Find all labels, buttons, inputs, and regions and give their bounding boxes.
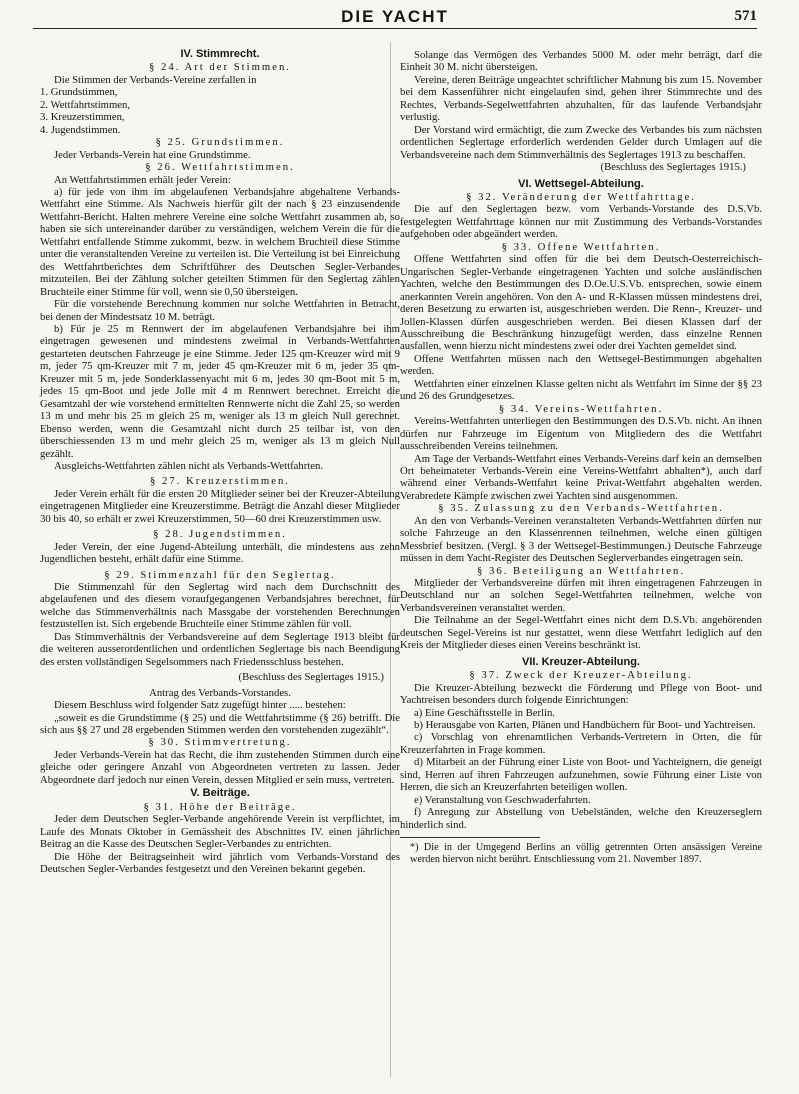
text-26e: Ausgleichs-Wettfahrten zählen nicht als Verbands-Wettfahrten. (54, 459, 324, 472)
text-24: Die Stimmen der Verbands-Vereine zerfallen in (54, 73, 257, 86)
list-item: 2. Wettfahrtstimmen, (40, 98, 131, 111)
section-heading-v: V. Beiträge. (190, 787, 250, 800)
paragraph-heading-26: § 26. Wettfahrtstimmen. (145, 161, 295, 174)
text-35: An den von Verbands-Vereinen veranstalteten Verbands-Wettfahrten dürfen nur solche Fahrzeuge an den Klassenrennen teilnehmen, welche einen gültigen Messbrief besitzen. (Vergl. § 3 der Wettsegel-Bestimmungen.) Deutsche Fahrzeuge müssen in dem Yacht-Register des Deutschen Seglerverbandes eingetragen sein. (400, 514, 762, 565)
text-26a: An Wettfahrtstimmen erhält jeder Verein: (54, 173, 231, 186)
text-28: Jeder Verein, der eine Jugend-Abteilung unterhält, die mindestens aus zehn Jugendlichen besteht, erhält dafür eine Stimme. (40, 540, 400, 566)
list-item: 4. Jugendstimmen. (40, 123, 121, 136)
running-title: DIE YACHT (341, 7, 449, 26)
text-26c: Für die vorstehende Berechnung kommen nur solche Wettfahrten in Betracht, bei denen der Mindestsatz 10 M. beträgt. (40, 298, 400, 323)
text-26d: b) Für je 25 m Rennwert der im abgelaufenen Verbandsjahre bei ihm eingetragen gewesenen und mindestens zweimal in Verbands-Wettfahrten gestarteten deutschen Fahrzeuge je eine Stimme. Jeder 125 qm-Kreuzer wird mit 9 m, jeder 75 qm-Kreuzer mit 7 m, jeder 45 qm-Kreuzer mit 6 m, jeder 35 qm-Kreuzer mit 5 m, jede Sonderklassenyacht mit 6 m, jedes 30 qm-Boot mit 5 m, jedes 15 qm-Boot und jede Jolle mit 4 m Rennwert berechnet. Erreicht die Gesamtzahl der wie vorstehend ermittelten Rennwerte nicht die Zahl 25, so werden 13 m und mehr bis 25 m gleich 25 m, weniger als 13 m gleich Null gerechnet. Ebenso werden, wenn die Gesamtzahl nicht durch 25 teilbar ist, von den überschiessenden 13 m und mehr gleich 25 m, weniger als 13 m gleich Null gezählt. (40, 322, 400, 460)
paragraph-heading-37: § 37. Zweck der Kreuzer-Abteilung. (469, 669, 693, 682)
resolution-note: (Beschluss des Seglertages 1915.) (600, 161, 746, 174)
right-column (400, 49, 762, 866)
list-item: c) Vorschlag von ehrenamtlichen Verbands-Vertretern in Orten, die für Kreuzerfahrten in Frage kommen. (400, 731, 762, 756)
list-item: 1. Grundstimmen, (40, 86, 118, 99)
text-31d: Vereine, deren Beiträge ungeachtet schriftlicher Mahnung bis zum 15. November bei dem Kassenführer nicht eingelaufen sind, gehen ihrer Stimmrechte und des Rechtes, Verbands-Segelwettfahrten abzuhalten, für das laufende Verbandsjahr verlustig. (400, 73, 762, 124)
page-header (33, 6, 757, 29)
list-item: e) Veranstaltung von Geschwaderfahrten. (414, 793, 591, 806)
paragraph-heading-36: § 36. Beteiligung an Wettfahrten. (477, 564, 685, 577)
page-number: 571 (734, 8, 757, 24)
text-29a: Die Stimmenzahl für den Seglertag wird nach dem Durchschnitt des abgelaufenen und des diesem voraufgegangenen Verbandsjahres berechnet, für welche das Stimmenverhältnis nach Massgabe der vorstehenden Berechnungen festzustellen ist. Sich ergebende Bruchteile einer Stimme zählen für voll. (40, 581, 400, 631)
text-33b: Offene Wettfahrten müssen nach den Wettsegel-Bestimmungen abgehalten werden. (400, 352, 762, 378)
paragraph-heading-24: § 24. Art der Stimmen. (149, 61, 291, 74)
motion-heading: Antrag des Verbands-Vorstandes. (149, 686, 291, 699)
footnote-rule (400, 837, 540, 838)
text-36b: Die Teilnahme an der Segel-Wettfahrt eines nicht dem D.S.Vb. angehörenden deutschen Segel-Vereins ist nur gestattet, wenn diese Wettfahrt lediglich auf den Kreis der Mitglieder dieses einen Vereins beschränkt ist. (400, 614, 762, 652)
motion-quote: „soweit es die Grundstimme (§ 25) und die Wettfahrtstimme (§ 26) betrifft. Die sich aus §§ 27 und 28 ergebenden Stimmen werden den vorstehenden zugezählt“. (40, 711, 400, 737)
text-33c: Wettfahrten einer einzelnen Klasse gelten nicht als Wettfahrt im Sinne der §§ 23 und 26 des Grundgesetzes. (400, 377, 762, 403)
text-31a: Jeder dem Deutschen Segler-Verbande angehörende Verein ist verpflichtet, im Laufe des Monats Oktober in Gemässheit des Abschnittes IV. einen jährlichen Beitrag an die Kasse des Deutschen Segler-Verbandes zu entrichten. (40, 813, 400, 851)
resolution-note: (Beschluss des Seglertages 1915.) (238, 671, 384, 684)
text-31e: Der Vorstand wird ermächtigt, die zum Zwecke des Verbandes bis zum nächsten ordentlichen Seglertage erforderlich werdenden Gelder durch Umlagen auf die Verbandsvereine nach dem Stimmverhältnis des Seglertages 1913 zu beschaffen. (400, 123, 762, 161)
paragraph-heading-32: § 32. Veränderung der Wettfahrttage. (466, 190, 696, 203)
paragraph-heading-28: § 28. Jugendstimmen. (153, 528, 287, 541)
list-item: 3. Kreuzerstimmen, (40, 111, 125, 124)
text-31b: Die Höhe der Beitragseinheit wird jährlich vom Verbands-Vorstand des Deutschen Segler-Verbandes festgesetzt und den Vereinen bekannt gegeben. (40, 850, 400, 875)
list-item: d) Mitarbeit an der Führung einer Liste von Boot- und Yachteignern, die geneigt sind, Herren auf ihren Fahrzeugen aufzunehmen, sowie Führung einer Liste von Herren, die sich an Kreuzerfahrten beteiligen wollen. (400, 756, 762, 794)
left-column (40, 47, 400, 875)
text-37: Die Kreuzer-Abteilung bezweckt die Förderung und Pflege von Boot- und Yachtreisen besonders durch folgende Einrichtungen: (400, 681, 762, 707)
list-item: f) Anregung zur Abstellung von Uebelständen, welche den Kreuzerseglern hinderlich sind. (400, 806, 762, 831)
list-item: b) Herausgabe von Karten, Plänen und Handbüchern für Boot- und Yachtreisen. (414, 719, 756, 732)
footnote: *) Die in der Umgegend Berlins an völlig getrennten Orten ansässigen Vereine werden hiervon nicht berührt. Entschliessung vom 21. November 1897. (410, 842, 762, 866)
paragraph-heading-34: § 34. Vereins-Wettfahrten. (498, 402, 664, 415)
list-item: a) Eine Geschäftsstelle in Berlin. (414, 706, 555, 719)
motion-text: Diesem Beschluss wird folgender Satz zugefügt hinter ..... bestehen: (54, 699, 346, 712)
text-31c: Solange das Vermögen des Verbandes 5000 M. oder mehr beträgt, darf die Einheit 30 M. nicht übersteigen. (400, 49, 762, 74)
paragraph-heading-35: § 35. Zulassung zu den Verbands-Wettfahrten. (438, 502, 724, 515)
paragraph-heading-27: § 27. Kreuzerstimmen. (150, 475, 290, 488)
text-34b: Am Tage der Verbands-Wettfahrt eines Verbands-Vereins darf kein an demselben Ort beheimateter Verbands-Verein eine Vereins-Wettfahrt abhalten*), auch darf während einer Verbands-Wettfahrt keine Privat-Wettfahrt abgehalten werden. Verabredete Kämpfe zwischen zwei Yachten sind ausgenommen. (400, 452, 762, 502)
text-26b: a) für jede von ihm im abgelaufenen Verbandsjahre abgehaltene Verbands-Wettfahrt eine Stimme. Als Nachweis hierfür gilt der nach § 23 einzusendende Wettfahrt-Bericht. Halten mehrere Vereine eine solche Wettfahrt zusammen ab, so haben sie sich untereinander darüber zu verständigen, welchem Verein die für die Wettfahrt entfallende Stimme zukommt, bezw. in welchem Bruchteil diese Stimme unter die veranstaltenden Vereine zu verteilen ist. Die Verteilung ist bei Einreichung des Wettfahrtberichtes dem Schriftführer des Deutschen Segler-Verbandes mitzuteilen. Bei der Zählung solcher geteilten Stimmen für den Seglertag zählen Bruchteile einer Stimme für voll, wenn sie 0,50 übersteigen. (40, 185, 400, 298)
paragraph-heading-31: § 31. Höhe der Beiträge. (143, 800, 297, 813)
text-33a: Offene Wettfahrten sind offen für die bei dem Deutsch-Oesterreichisch-Ungarischen Segler-Verbande eingetragenen Yachten und solche ausländischen Yachten, welche den Bestimmungen des D.Oe.U.S.Vb. entsprechen, sowie einem anerkannten Verein angehören. Von den A- und R-Klassen müssen mindestens drei, deren Besetzung zu erwarten ist, ausgeschrieben werden. Die Renn-, Kreuzer- und Jollen-Klassen dürfen ausgeschrieben werden. Bei diesen Klassen darf der Ausschreibung die Beschränkung hinzugefügt werden, dass einzelne Rennen ausfallen, wenn hierzu nicht mindestens zwei oder drei Yachten gemeldet sind. (400, 253, 762, 353)
text-36a: Mitglieder der Verbandsvereine dürfen mit ihren eingetragenen Fahrzeugen in Deutschland nur an solchen Segel-Wettfahrten teilnehmen, welche von Verbandsvereinen veranstaltet werden. (400, 577, 762, 614)
text-34a: Vereins-Wettfahrten unterliegen den Bestimmungen des D.S.Vb. nicht. An ihnen dürfen nur Fahrzeuge im Eigentum von Mitgliedern des die Wettfahrt ausschreibenden Vereins teilnehmen. (400, 415, 762, 453)
text-25: Jeder Verbands-Verein hat eine Grundstimme. (54, 148, 251, 161)
paragraph-heading-25: § 25. Grundstimmen. (155, 136, 285, 149)
text-30: Jeder Verbands-Verein hat das Recht, die ihm zustehenden Stimmen durch eine gleiche oder geringere Anzahl von Abgeordneten vertreten zu lassen. Jeder Abgeordnete darf jedoch nur einen Verein, dessen Mitglied er sein muss, vertreten. (40, 748, 400, 786)
section-heading-vii: VII. Kreuzer-Abteilung. (522, 655, 640, 668)
paragraph-heading-30: § 30. Stimmvertretung. (148, 736, 292, 749)
paragraph-heading-33: § 33. Offene Wettfahrten. (501, 240, 661, 253)
text-29b: Das Stimmverhältnis der Verbandsvereine auf dem Seglertage 1913 bleibt für die weiteren ausserordentlichen und ordentlichen Seglertage bis nach Beendigung des ersten vollständigen Segelsommers nach Friedensschluss bestehen. (40, 630, 400, 668)
section-heading-vi: VI. Wettsegel-Abteilung. (518, 177, 644, 190)
text-27: Jeder Verein erhält für die ersten 20 Mitglieder seiner bei der Kreuzer-Abteilung eingetragenen Mitglieder eine Kreuzerstimme. Beträgt die Anzahl dieser Mitglieder 30 bis 40, so erhält er zwei Kreuzerstimmen, 50—60 drei Kreuzerstimmen usw. (40, 487, 400, 525)
paragraph-heading-29: § 29. Stimmenzahl für den Seglertag. (104, 568, 336, 581)
section-heading-iv: IV. Stimmrecht. (180, 48, 260, 60)
text-32: Die auf den Seglertagen bezw. vom Verbands-Vorstande des D.S.Vb. festgelegten Wettfahrttage können nur mit Zustimmung des Verbands-Vorstandes aufgehoben oder abgeändert werden. (400, 203, 762, 241)
